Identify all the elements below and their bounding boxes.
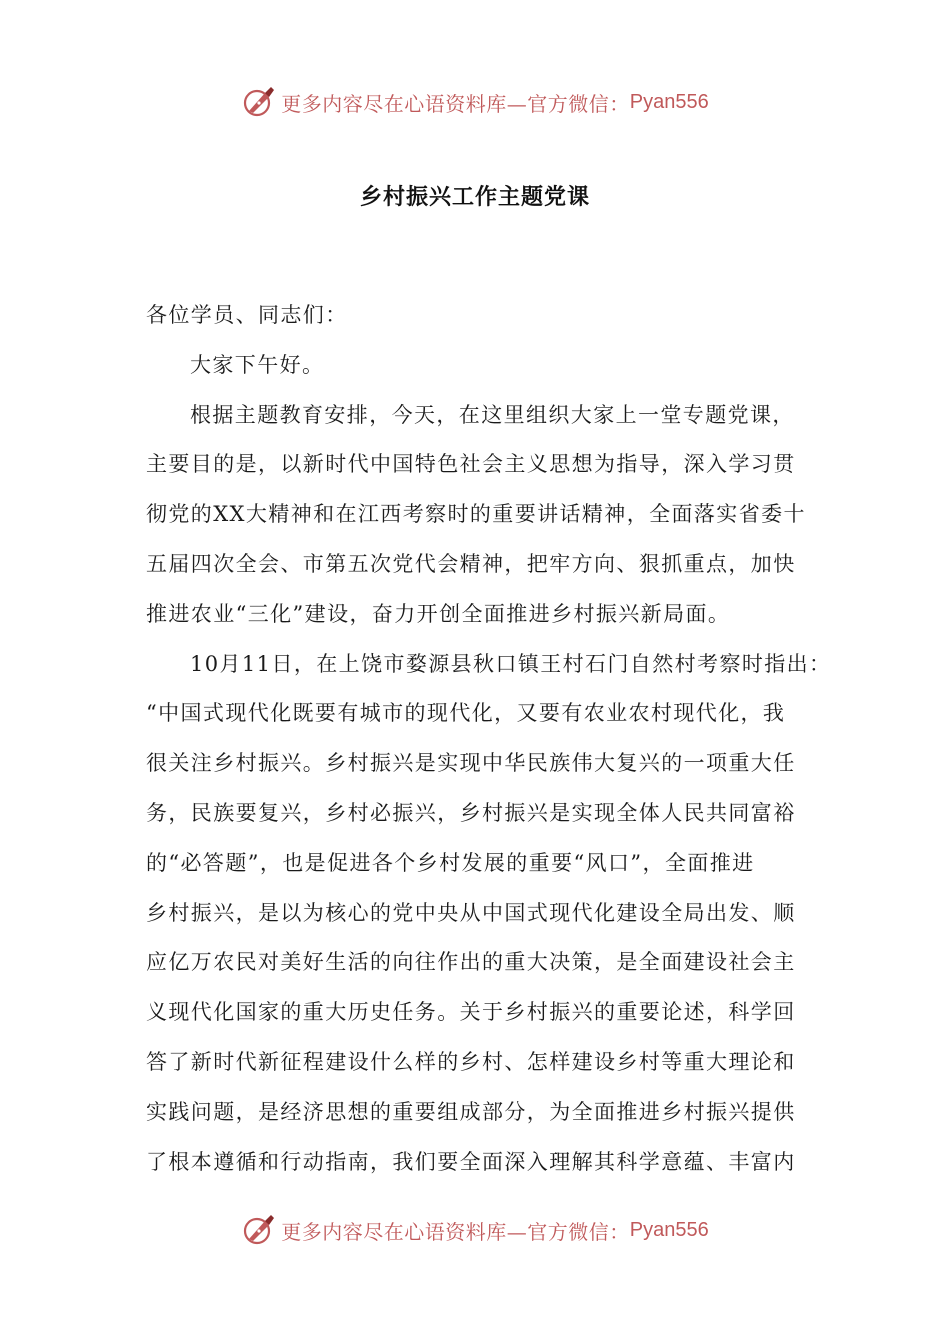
text-line: 很关注乡村振兴。乡村振兴是实现中华民族伟大复兴的一项重大任 [146,751,796,776]
text-line: 乡村振兴，是以为核心的党中央从中国式现代化建设全局出发、顺 [146,900,796,925]
text-line: 主要目的是，以新时代中国特色社会主义思想为指导，深入学习贯 [146,452,796,477]
text-line: “中国式现代化既要有城市的现代化，又要有农业农村现代化，我 [146,701,786,726]
watermark-text: 更多内容尽在心语资料库—官方微信： [281,1219,630,1244]
text-line: 实践问题，是经济思想的重要组成部分，为全面推进乡村振兴提供 [146,1099,796,1124]
document-title: 乡村振兴工作主题党课 [359,184,590,210]
pen-nib-logo-icon [241,84,277,120]
text-line: 推进农业“三化”建设，奋力开创全面推进乡村振兴新局面。 [146,601,731,626]
pen-nib-logo-icon [241,1212,277,1248]
text-line: 10月11日，在上饶市婺源县秋口镇王村石门自然村考察时指出： [190,651,832,676]
text-line: 彻党的XX大精神和在江西考察时的重要讲话精神，全面落实省委十 [146,502,806,527]
text-line: 义现代化国家的重大历史任务。关于乡村振兴的重要论述，科学回 [146,1000,796,1025]
text-line: 了根本遵循和行动指南，我们要全面深入理解其科学意蕴、丰富内 [146,1149,796,1174]
text-line: 答了新时代新征程建设什么样的乡村、怎样建设乡村等重大理论和 [146,1049,796,1074]
text-line: 应亿万农民对美好生活的向往作出的重大决策，是全面建设社会主 [146,950,796,975]
watermark-wechat-id: Pyan556 [629,90,709,113]
text-line: 的“必答题”，也是促进各个乡村发展的重要“风口”，全面推进 [146,850,755,875]
watermark-banner-top [0,80,950,124]
text-line: 各位学员、同志们： [146,303,348,327]
text-line: 大家下午好。 [190,352,325,377]
watermark-banner-bottom [0,1208,950,1252]
watermark-text: 更多内容尽在心语资料库—官方微信： [281,91,630,116]
document-body [146,295,832,1191]
text-line: 务，民族要复兴，乡村必振兴，乡村振兴是实现全体人民共同富裕 [146,800,796,825]
text-line: 根据主题教育安排，今天，在这里组织大家上一堂专题党课， [190,402,795,427]
watermark-wechat-id: Pyan556 [629,1218,709,1241]
text-line: 五届四次全会、市第五次党代会精神，把牢方向、狠抓重点，加快 [146,551,796,576]
